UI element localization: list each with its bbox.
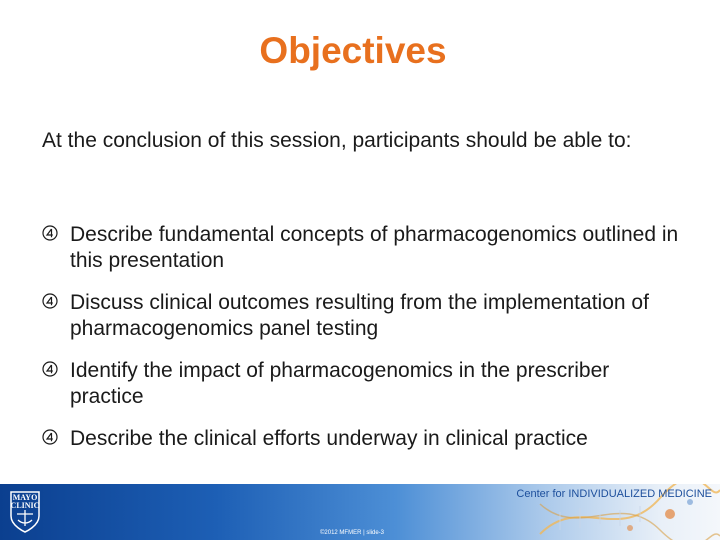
slide-title: Objectives [259, 30, 447, 71]
mayo-clinic-logo [8, 490, 42, 534]
center-label: Center for INDIVIDUALIZED MEDICINE [516, 488, 712, 500]
list-item [42, 358, 682, 410]
list-item [42, 290, 682, 342]
intro-text: At the conclusion of this session, participants should be able to: [42, 129, 632, 152]
bullet-text: Discuss clinical outcomes resulting from the implementation of pharmacogenomics panel testing [70, 291, 649, 340]
copyright-text: ©2012 MFMER | slide-3 [320, 530, 384, 536]
list-item [42, 222, 682, 274]
circled-number-icon [42, 225, 58, 241]
list-item [42, 426, 682, 452]
bullet-text: Describe fundamental concepts of pharmacogenomics outlined in this presentation [70, 223, 679, 272]
circled-number-icon [42, 361, 58, 377]
circled-number-icon [42, 293, 58, 309]
bullet-text: Identify the impact of pharmacogenomics in the prescriber practice [70, 359, 610, 408]
bullet-text: Describe the clinical efforts underway in clinical practice [70, 427, 588, 450]
circled-number-icon [42, 429, 58, 445]
logo-text: MAYO CLINIC [10, 493, 40, 510]
objectives-list [42, 222, 682, 468]
